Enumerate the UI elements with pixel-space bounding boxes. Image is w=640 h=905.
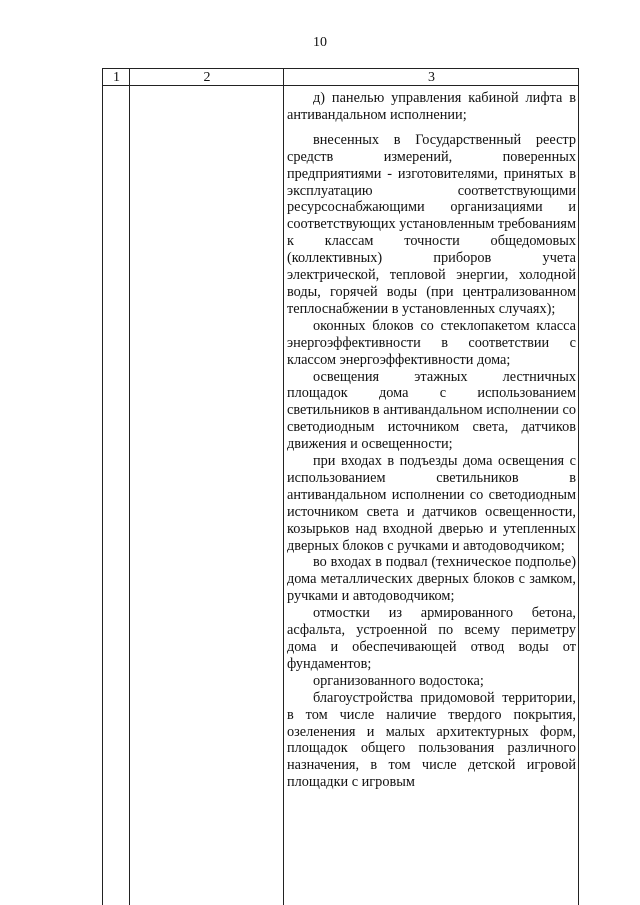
paragraph-landscaping: благоустройства придомовой территории, в том числе наличие твердого покрытия, озеленения и малых архитектурных форм, площадок общего пользования различного назначения, в том числе детской игровой площадки с игровым [287, 689, 576, 791]
paragraph-window-blocks: оконных блоков со стеклопакетом класса энергоэффективности в соответствии с классом энергоэффективности дома; [287, 317, 576, 368]
page-number: 10 [313, 35, 327, 50]
table-header-col-1: 1 [103, 69, 130, 86]
paragraph-stair-lighting: освещения этажных лестничных площадок дома с использованием светильников в антивандальном исполнении со светодиодным источником света, датчиков движения и освещенности; [287, 368, 576, 453]
column-divider-2 [283, 69, 284, 905]
paragraph-lift-panel: д) панелью управления кабиной лифта в антивандальном исполнении; [287, 90, 576, 123]
column-divider-1 [129, 69, 130, 905]
requirements-table [102, 68, 579, 905]
paragraph-basement-doors: во входах в подвал (техническое подполье) дома металлических дверных блоков с замком, ручками и автодоводчиком; [287, 554, 576, 605]
table-header-col-3: 3 [284, 69, 579, 86]
paragraph-entrance-lighting: при входах в подъезды дома освещения с использованием светильников в антивандальном исполнении со светодиодным источником света и датчиков освещенности, козырьков над входной дверью и утепленных дверных блоков с ручками и автодоводчиком; [287, 453, 576, 554]
table-header-col-2: 2 [130, 69, 284, 86]
column-3-content [287, 90, 576, 791]
paragraph-metering-devices: внесенных в Государственный реестр средств измерений, поверенных предприятиями - изготовителями, принятых в эксплуатацию соответствующими ресурсоснабжающими организациями и соответствующих установленным требованиям к классам точности общедомовых (коллективных) приборов учета электрической, тепловой энергии, холодной воды, горячей воды (при централизованном теплоснабжении в установленных случаях); [287, 131, 577, 317]
paragraph-drainage: организованного водостока; [313, 672, 484, 689]
paragraph-blind-area: отмостки из армированного бетона, асфальта, устроенной по всему периметру дома и обеспечивающей отвод воды от фундаментов; [287, 605, 576, 672]
